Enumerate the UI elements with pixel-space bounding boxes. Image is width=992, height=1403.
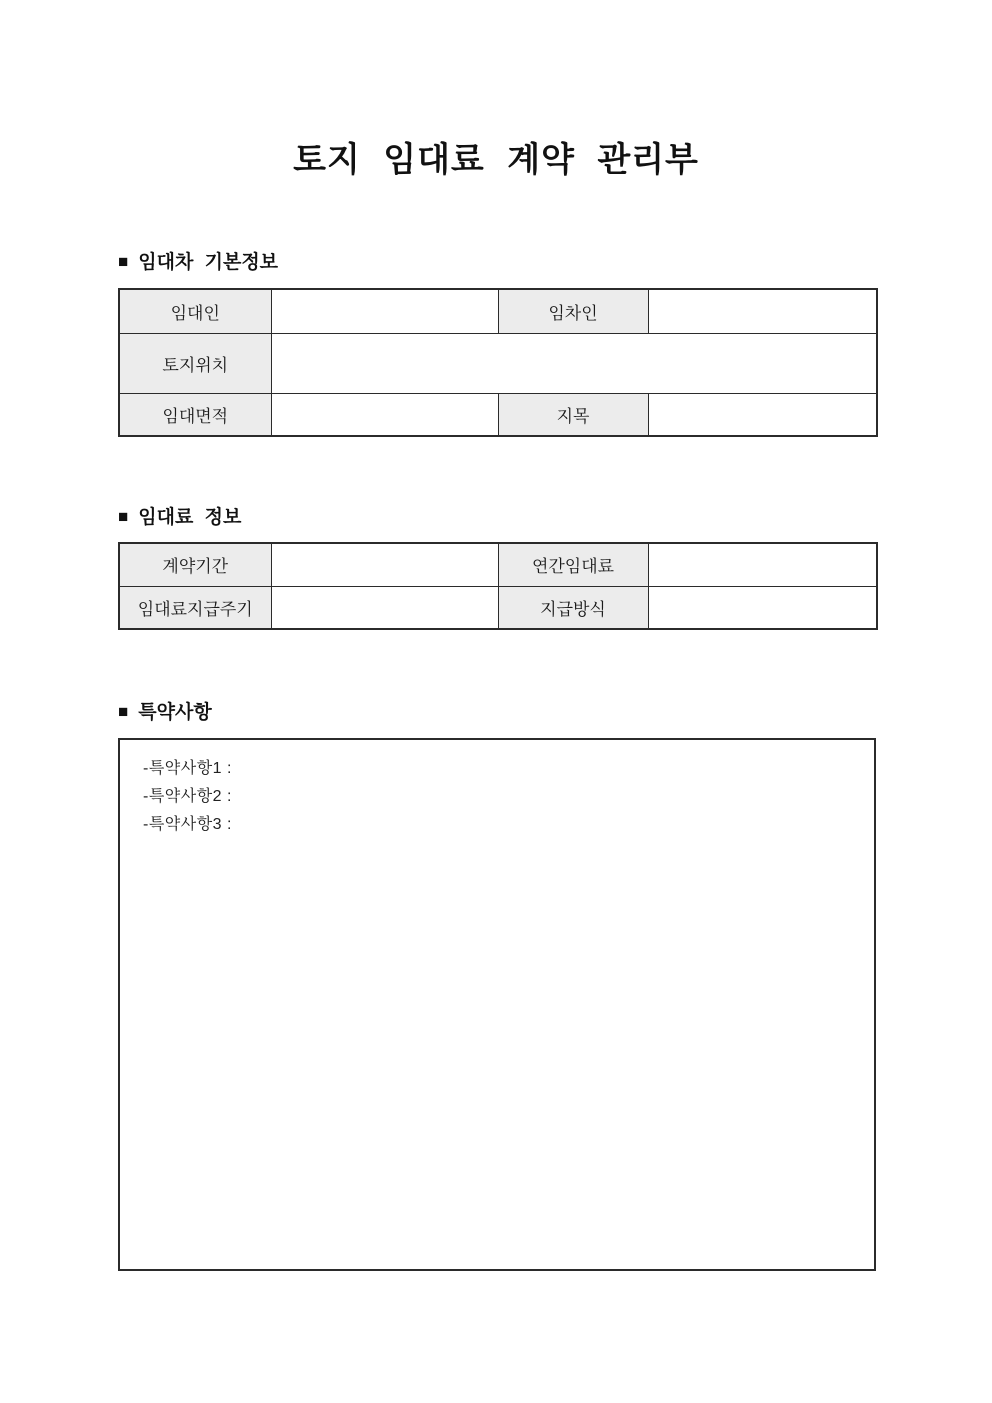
table-row (119, 393, 877, 436)
label-cell-payment-method: 지급방식 (498, 586, 648, 629)
value-cell-tenant (648, 289, 877, 333)
section-header-special-terms (118, 697, 212, 724)
section-square-icon: ■ (118, 702, 129, 721)
value-cell-annual-rent (648, 543, 877, 586)
value-cell-payment-method (648, 586, 877, 629)
page-title: 토지 임대료 계약 관리부 (293, 141, 699, 179)
special-term-line-3: -특약사항3 : (143, 816, 232, 833)
basic-info-table (118, 288, 878, 437)
label-cell-landlord: 임대인 (119, 289, 271, 333)
section-title-rent-info: 임대료 정보 (138, 507, 242, 528)
table-row (119, 586, 877, 629)
label-cell-lease-area: 임대면적 (119, 393, 271, 436)
value-cell-lease-area (271, 393, 498, 436)
table-row (119, 289, 877, 333)
section-square-icon: ■ (118, 507, 129, 526)
value-cell-landlord (271, 289, 498, 333)
value-cell-land-location (271, 333, 877, 393)
special-term-line-2: -특약사항2 : (143, 788, 232, 805)
table-row (119, 333, 877, 393)
label-cell-land-category: 지목 (498, 393, 648, 436)
label-cell-annual-rent: 연간임대료 (498, 543, 648, 586)
section-title-basic-info: 임대차 기본정보 (138, 252, 279, 273)
section-header-basic-info (118, 247, 278, 274)
label-cell-payment-cycle: 임대료지급주기 (119, 586, 271, 629)
label-cell-tenant: 임차인 (498, 289, 648, 333)
special-term-line-1: -특약사항1 : (143, 760, 232, 777)
special-terms-box (118, 738, 876, 1271)
table-row (119, 543, 877, 586)
section-title-special-terms: 특약사항 (138, 702, 212, 723)
value-cell-payment-cycle (271, 586, 498, 629)
value-cell-land-category (648, 393, 877, 436)
section-header-rent-info (118, 502, 241, 529)
label-cell-contract-period: 계약기간 (119, 543, 271, 586)
label-cell-land-location: 토지위치 (119, 333, 271, 393)
value-cell-contract-period (271, 543, 498, 586)
section-square-icon: ■ (118, 252, 129, 271)
rent-info-table (118, 542, 878, 630)
